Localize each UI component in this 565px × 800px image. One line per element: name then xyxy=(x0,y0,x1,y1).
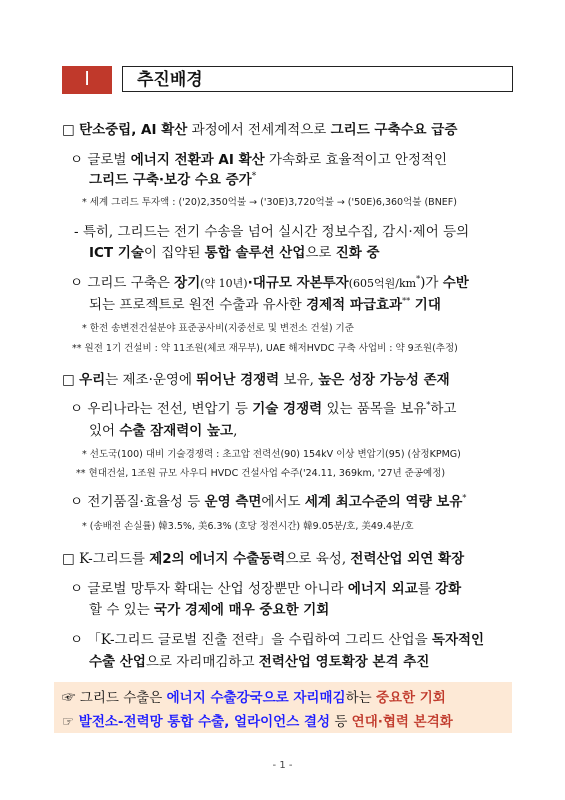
section-title: 추진배경 xyxy=(122,66,513,92)
bullet-2-1-cont: 있어 수출 잠재력이 높고, xyxy=(89,423,238,439)
note-2-3: * (송배전 손실률) 韓3.5%, 美6.3% (호당 정전시간) 韓9.05분/호, 美49.4분/호 xyxy=(82,521,414,532)
note-2-2: ** 현대건설, 1조원 규모 사우디 HVDC 건설사업 수주('24.11, 369km, '27년 준공예정) xyxy=(76,468,446,479)
heading-2: □ 우리는 제조·운영에 뛰어난 경쟁력 보유, 높은 성장 가능성 존재 xyxy=(62,372,450,388)
bullet-3-2: ㅇ 「K-그리드 글로벌 진출 전략」을 수립하여 그리드 산업을 독자적인 xyxy=(70,632,485,648)
bullet-2-2: ㅇ 전기품질·효율성 등 운영 측면에서도 세계 최고수준의 역량 보유* xyxy=(70,493,467,510)
section-number: Ⅰ xyxy=(62,66,112,94)
heading-3: □ K-그리드를 제2의 에너지 수출동력으로 육성, 전력산업 외연 확장 xyxy=(62,551,465,567)
note-1-3: ** 원전 1기 건설비 : 약 11조원(체코 재무부), UAE 해저HVDC 구축 사업비 : 약 9조원(추정) xyxy=(72,343,458,354)
note-1-1: * 세계 그리드 투자액 : ('20)2,350억불 → ('30E)3,720억불 → ('50E)6,360억불 (BNEF) xyxy=(82,197,457,208)
callout-line-2: ☞ 발전소-전력망 통합 수출, 얼라이언스 결성 등 연대·협력 본격화 xyxy=(62,714,453,730)
bullet-3-2-cont: 수출 산업으로 자리매김하고 전력산업 영토확장 본격 추진 xyxy=(89,654,430,670)
bullet-3-1-cont: 할 수 있는 국가 경제에 매우 중요한 기회 xyxy=(89,602,330,618)
bullet-1-1-cont: 그리드 구축·보강 수요 증가* xyxy=(89,171,257,188)
bullet-2-1: ㅇ 우리나라는 전선, 변압기 등 기술 경쟁력 있는 품목을 보유*하고 xyxy=(70,400,457,417)
section-header xyxy=(62,66,515,94)
bullet-1-3-cont: 되는 프로젝트로 원전 수출과 유사한 경제적 파급효과** 기대 xyxy=(89,296,441,313)
bullet-1-3: ㅇ 그리드 구축은 장기(약 10년)·대규모 자본투자(605억원/km*)가 수반 xyxy=(70,274,469,291)
page-number: - 1 - xyxy=(272,760,293,771)
callout-line-1: ☞ 그리드 수출은 에너지 수출강국으로 자리매김하는 중요한 기회 xyxy=(62,690,446,706)
bullet-1-1: ㅇ 글로벌 에너지 전환과 AI 확산 가속화로 효율적이고 안정적인 xyxy=(70,152,448,168)
bullet-1-2-cont: ICT 기술이 집약된 통합 솔루션 산업으로 진화 중 xyxy=(89,245,380,261)
bullet-3-1: ㅇ 글로벌 망투자 확대는 산업 성장뿐만 아니라 에너지 외교를 강화 xyxy=(70,581,462,597)
heading-1: □ 탄소중립, AI 확산 과정에서 전세계적으로 그리드 구축수요 급증 xyxy=(62,122,458,138)
bullet-1-2: - 특히, 그리드는 전기 수송을 넘어 실시간 정보수집, 감시·제어 등의 xyxy=(74,224,470,240)
note-2-1: * 선도국(100) 대비 기술경쟁력 : 초고압 전력선(90) 154kV 이상 변압기(95) (삼정KPMG) xyxy=(82,449,461,460)
note-1-2: * 한전 송변전건설분야 표준공사비(지중선로 및 변전소 건설) 기준 xyxy=(82,323,354,334)
